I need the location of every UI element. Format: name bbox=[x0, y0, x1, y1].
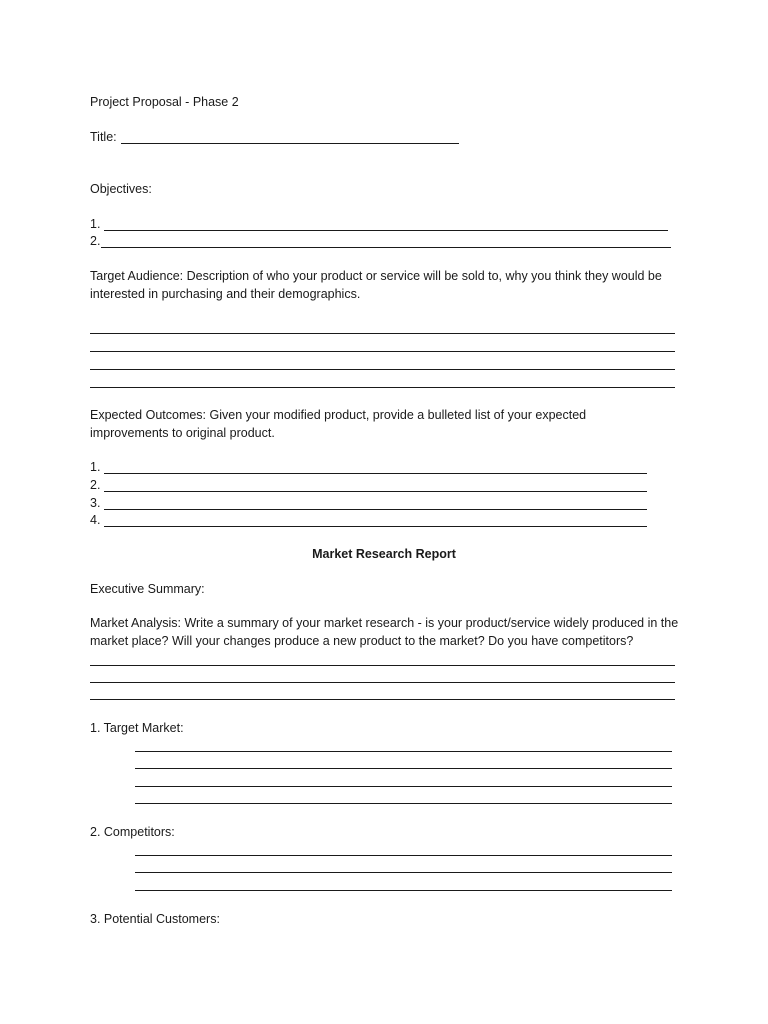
objective-line-1[interactable] bbox=[104, 230, 668, 231]
market-analysis-line-1[interactable] bbox=[90, 665, 675, 666]
title-input-line[interactable] bbox=[121, 143, 459, 144]
target-market-line-3[interactable] bbox=[135, 786, 672, 787]
competitors-label: 2. Competitors: bbox=[90, 825, 175, 839]
outcome-number-3: 3. bbox=[90, 496, 101, 510]
objective-line-2[interactable] bbox=[101, 247, 671, 248]
outcome-line-3[interactable] bbox=[104, 509, 647, 510]
outcome-number-4: 4. bbox=[90, 513, 101, 527]
objective-number-1: 1. bbox=[90, 217, 101, 231]
competitors-line-1[interactable] bbox=[135, 855, 672, 856]
outcome-number-2: 2. bbox=[90, 478, 101, 492]
executive-summary-label: Executive Summary: bbox=[90, 582, 205, 596]
competitors-line-3[interactable] bbox=[135, 890, 672, 891]
market-analysis-line-2[interactable] bbox=[90, 682, 675, 683]
target-market-line-4[interactable] bbox=[135, 803, 672, 804]
target-market-label: 1. Target Market: bbox=[90, 721, 184, 735]
objective-number-2: 2. bbox=[90, 234, 101, 248]
target-audience-text: Target Audience: Description of who your product or service will be sold to, why you think they would be interested in purchasing and their demographics. bbox=[90, 269, 662, 301]
market-report-heading: Market Research Report bbox=[312, 547, 456, 561]
target-market-line-2[interactable] bbox=[135, 768, 672, 769]
competitors-line-2[interactable] bbox=[135, 872, 672, 873]
outcome-line-2[interactable] bbox=[104, 491, 647, 492]
title-label: Title: bbox=[90, 130, 117, 144]
target-audience-line-2[interactable] bbox=[90, 351, 675, 352]
market-analysis-line-3[interactable] bbox=[90, 699, 675, 700]
expected-outcomes-text: Expected Outcomes: Given your modified product, provide a bulleted list of your expected improvements to original product. bbox=[90, 408, 587, 440]
target-audience-line-4[interactable] bbox=[90, 387, 675, 388]
outcome-number-1: 1. bbox=[90, 460, 101, 474]
document-title: Project Proposal - Phase 2 bbox=[90, 95, 239, 109]
target-market-line-1[interactable] bbox=[135, 751, 672, 752]
objectives-heading: Objectives: bbox=[90, 182, 152, 196]
target-audience-line-1[interactable] bbox=[90, 333, 675, 334]
market-analysis-text: Market Analysis: Write a summary of your market research - is your product/service widely produced in the market place? Will your changes produce a new product to the market? Do you have competitors? bbox=[90, 616, 679, 648]
target-audience-line-3[interactable] bbox=[90, 369, 675, 370]
outcome-line-1[interactable] bbox=[104, 473, 647, 474]
outcome-line-4[interactable] bbox=[104, 526, 647, 527]
potential-customers-label: 3. Potential Customers: bbox=[90, 912, 220, 926]
